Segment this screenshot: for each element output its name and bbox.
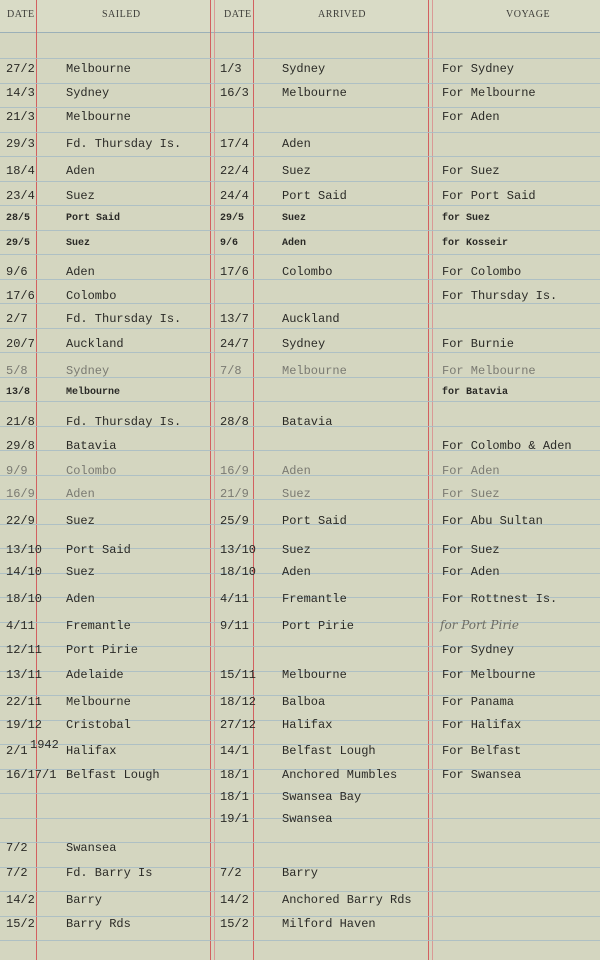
- ruled-line: [0, 940, 600, 941]
- sailed-port: Fd. Barry Is: [66, 866, 153, 880]
- arrived-port: Swansea Bay: [282, 790, 362, 804]
- sailed-port: Colombo: [66, 464, 117, 478]
- sailed-date: 18/10: [6, 592, 43, 606]
- arrived-date: 27/12: [220, 718, 257, 732]
- sailed-port: Suez: [66, 514, 95, 528]
- arrived-port: Belfast Lough: [282, 744, 376, 758]
- sailed-date: 12/11: [6, 643, 43, 657]
- arrived-port: Aden: [282, 137, 311, 151]
- sailed-port: Batavia: [66, 439, 117, 453]
- arrived-date: 16/9: [220, 464, 249, 478]
- ruled-line: [0, 230, 600, 231]
- arrived-date: 9/11: [220, 619, 249, 633]
- column-rule-sailed: [210, 0, 211, 960]
- header-date-sailed: DATE: [7, 9, 35, 20]
- sailed-date: 17/6: [6, 289, 35, 303]
- sailed-port: Suez: [66, 238, 91, 249]
- ruled-line: [0, 279, 600, 280]
- voyage-note: For Aden: [442, 464, 500, 478]
- sailed-port: Cristobal: [66, 718, 131, 732]
- voyage-note: For Melbourne: [442, 668, 536, 682]
- sailed-date: 20/7: [6, 337, 35, 351]
- arrived-port: Fremantle: [282, 592, 347, 606]
- sailed-date: 2/1: [6, 744, 28, 758]
- voyage-note: for Batavia: [442, 387, 509, 398]
- arrived-date: 13/7: [220, 312, 249, 326]
- header-voyage: VOYAGE: [506, 9, 551, 20]
- sailed-date: 14/3: [6, 86, 35, 100]
- margin-rule-date-sailed: [36, 0, 37, 960]
- ruled-line: [0, 891, 600, 892]
- arrived-port: Port Pirie: [282, 619, 355, 633]
- voyage-note: For Thursday Is.: [442, 289, 558, 303]
- arrived-port: Aden: [282, 565, 311, 579]
- arrived-date: 17/6: [220, 265, 249, 279]
- sailed-port: Fremantle: [66, 619, 131, 633]
- voyage-note: For Melbourne: [442, 86, 536, 100]
- arrived-port: Suez: [282, 213, 307, 224]
- arrived-port: Suez: [282, 543, 311, 557]
- sailed-date: 9/9: [6, 464, 28, 478]
- column-rule-arrived: [428, 0, 429, 960]
- sailed-port: Melbourne: [66, 387, 121, 398]
- sailed-port: Halifax: [66, 744, 117, 758]
- header-sailed: SAILED: [102, 9, 141, 20]
- sailed-date: 13/10: [6, 543, 43, 557]
- arrived-date: 18/1: [220, 790, 249, 804]
- arrived-date: 16/3: [220, 86, 249, 100]
- sailed-port: Port Said: [66, 213, 121, 224]
- arrived-date: 14/2: [220, 893, 249, 907]
- column-rule-arrived-double: [432, 0, 433, 960]
- sailed-port: Aden: [66, 265, 95, 279]
- sailed-date: 9/6: [6, 265, 28, 279]
- sailed-date: 13/11: [6, 668, 43, 682]
- sailed-port: Aden: [66, 487, 95, 501]
- arrived-port: Colombo: [282, 265, 333, 279]
- sailed-port: Melbourne: [66, 110, 131, 124]
- voyage-note: For Aden: [442, 110, 500, 124]
- sailed-port: Port Pirie: [66, 643, 139, 657]
- sailed-date: 29/3: [6, 137, 35, 151]
- sailed-date: 22/11: [6, 695, 43, 709]
- arrived-date: 21/9: [220, 487, 249, 501]
- voyage-note: For Aden: [442, 565, 500, 579]
- arrived-port: Suez: [282, 164, 311, 178]
- sailed-date: 16/17/1: [6, 768, 57, 782]
- sailed-date: 14/10: [6, 565, 43, 579]
- sailed-port: Barry Rds: [66, 917, 131, 931]
- column-header-row: [0, 0, 600, 33]
- arrived-date: 19/1: [220, 812, 249, 826]
- voyage-note: For Melbourne: [442, 364, 536, 378]
- arrived-date: 24/7: [220, 337, 249, 351]
- arrived-date: 28/8: [220, 415, 249, 429]
- arrived-date: 15/11: [220, 668, 257, 682]
- voyage-note: For Sydney: [442, 62, 515, 76]
- arrived-date: 9/6: [220, 238, 239, 249]
- arrived-port: Melbourne: [282, 86, 347, 100]
- voyage-note: For Suez: [442, 164, 500, 178]
- sailed-date: 7/2: [6, 841, 28, 855]
- sailed-port: Suez: [66, 565, 95, 579]
- arrived-date: 14/1: [220, 744, 249, 758]
- voyage-note: For Abu Sultan: [442, 514, 543, 528]
- ruled-line: [0, 303, 600, 304]
- voyage-note: For Burnie: [442, 337, 515, 351]
- sailed-date: 7/2: [6, 866, 28, 880]
- arrived-port: Anchored Mumbles: [282, 768, 398, 782]
- sailed-port: Fd. Thursday Is.: [66, 137, 182, 151]
- ruled-line: [0, 205, 600, 206]
- arrived-port: Anchored Barry Rds: [282, 893, 412, 907]
- sailed-date: 27/2: [6, 62, 35, 76]
- sailed-date: 14/2: [6, 893, 35, 907]
- ruled-line: [0, 401, 600, 402]
- arrived-date: 13/10: [220, 543, 257, 557]
- voyage-note: For Swansea: [442, 768, 522, 782]
- header-arrived: ARRIVED: [318, 9, 366, 20]
- sailed-date: 15/2: [6, 917, 35, 931]
- sailed-port: Sydney: [66, 364, 110, 378]
- arrived-port: Aden: [282, 238, 307, 249]
- arrived-port: Milford Haven: [282, 917, 376, 931]
- ruled-line: [0, 107, 600, 108]
- sailed-date: 2/7: [6, 312, 28, 326]
- voyage-note: For Rottnest Is.: [442, 592, 558, 606]
- arrived-date: 29/5: [220, 213, 245, 224]
- sailed-date: 28/5: [6, 213, 31, 224]
- ruled-line: [0, 132, 600, 133]
- ruled-line: [0, 58, 600, 59]
- arrived-date: 22/4: [220, 164, 249, 178]
- ruled-line: [0, 83, 600, 84]
- arrived-date: 18/10: [220, 565, 257, 579]
- sailed-port: Melbourne: [66, 62, 131, 76]
- voyage-note: For Halifax: [442, 718, 522, 732]
- arrived-port: Melbourne: [282, 668, 347, 682]
- sailed-date: 29/5: [6, 238, 31, 249]
- sailed-date: 5/8: [6, 364, 28, 378]
- sailed-port: Suez: [66, 189, 95, 203]
- arrived-date: 1/3: [220, 62, 242, 76]
- voyage-note: for Suez: [442, 213, 491, 224]
- arrived-date: 24/4: [220, 189, 249, 203]
- arrived-port: Suez: [282, 487, 311, 501]
- voyage-note: For Panama: [442, 695, 515, 709]
- ruled-line: [0, 156, 600, 157]
- sailed-date: 29/8: [6, 439, 35, 453]
- voyage-note: For Port Said: [442, 189, 536, 203]
- arrived-date: 4/11: [220, 592, 249, 606]
- arrived-date: 25/9: [220, 514, 249, 528]
- sailed-date: 4/11: [6, 619, 35, 633]
- sailed-port: Belfast Lough: [66, 768, 160, 782]
- sailed-port: Melbourne: [66, 695, 131, 709]
- arrived-port: Sydney: [282, 337, 326, 351]
- voyage-note: For Belfast: [442, 744, 522, 758]
- sailed-date: 19/12: [6, 718, 43, 732]
- ruled-line: [0, 328, 600, 329]
- arrived-date: 18/1: [220, 768, 249, 782]
- voyage-note: for Kosseir: [442, 238, 509, 249]
- sailed-port: Auckland: [66, 337, 124, 351]
- sailed-date: 22/9: [6, 514, 35, 528]
- sailed-date: 13/8: [6, 387, 31, 398]
- margin-rule-date-arrived: [253, 0, 254, 960]
- arrived-port: Balboa: [282, 695, 326, 709]
- arrived-port: Batavia: [282, 415, 333, 429]
- arrived-date: 18/12: [220, 695, 257, 709]
- sailed-port: Port Said: [66, 543, 131, 557]
- sailed-port: Colombo: [66, 289, 117, 303]
- ruled-line: [0, 181, 600, 182]
- arrived-port: Port Said: [282, 189, 347, 203]
- sailed-port: Barry: [66, 893, 103, 907]
- arrived-date: 17/4: [220, 137, 249, 151]
- arrived-port: Aden: [282, 464, 311, 478]
- arrived-port: Sydney: [282, 62, 326, 76]
- voyage-note: For Colombo: [442, 265, 522, 279]
- sailed-port: Aden: [66, 164, 95, 178]
- sailed-port: Aden: [66, 592, 95, 606]
- voyage-note: For Suez: [442, 543, 500, 557]
- sailed-port: Fd. Thursday Is.: [66, 415, 182, 429]
- sailed-date: 21/8: [6, 415, 35, 429]
- arrived-port: Halifax: [282, 718, 333, 732]
- header-date-arrived: DATE: [224, 9, 252, 20]
- arrived-port: Barry: [282, 866, 319, 880]
- sailed-port: Swansea: [66, 841, 117, 855]
- arrived-date: 7/8: [220, 364, 242, 378]
- handwritten-note: for Port Pirie: [440, 618, 519, 632]
- year-annotation: 1942: [30, 738, 59, 752]
- arrived-port: Auckland: [282, 312, 340, 326]
- arrived-port: Melbourne: [282, 364, 347, 378]
- sailed-port: Fd. Thursday Is.: [66, 312, 182, 326]
- column-rule-sailed-double: [214, 0, 215, 960]
- sailed-date: 21/3: [6, 110, 35, 124]
- arrived-date: 7/2: [220, 866, 242, 880]
- sailed-port: Sydney: [66, 86, 110, 100]
- sailed-date: 23/4: [6, 189, 35, 203]
- sailed-date: 18/4: [6, 164, 35, 178]
- voyage-note: For Sydney: [442, 643, 515, 657]
- arrived-port: Swansea: [282, 812, 333, 826]
- sailed-port: Adelaide: [66, 668, 124, 682]
- arrived-date: 15/2: [220, 917, 249, 931]
- ruled-line: [0, 352, 600, 353]
- voyage-note: For Colombo & Aden: [442, 439, 572, 453]
- ruled-line: [0, 254, 600, 255]
- voyage-note: For Suez: [442, 487, 500, 501]
- sailed-date: 16/9: [6, 487, 35, 501]
- arrived-port: Port Said: [282, 514, 347, 528]
